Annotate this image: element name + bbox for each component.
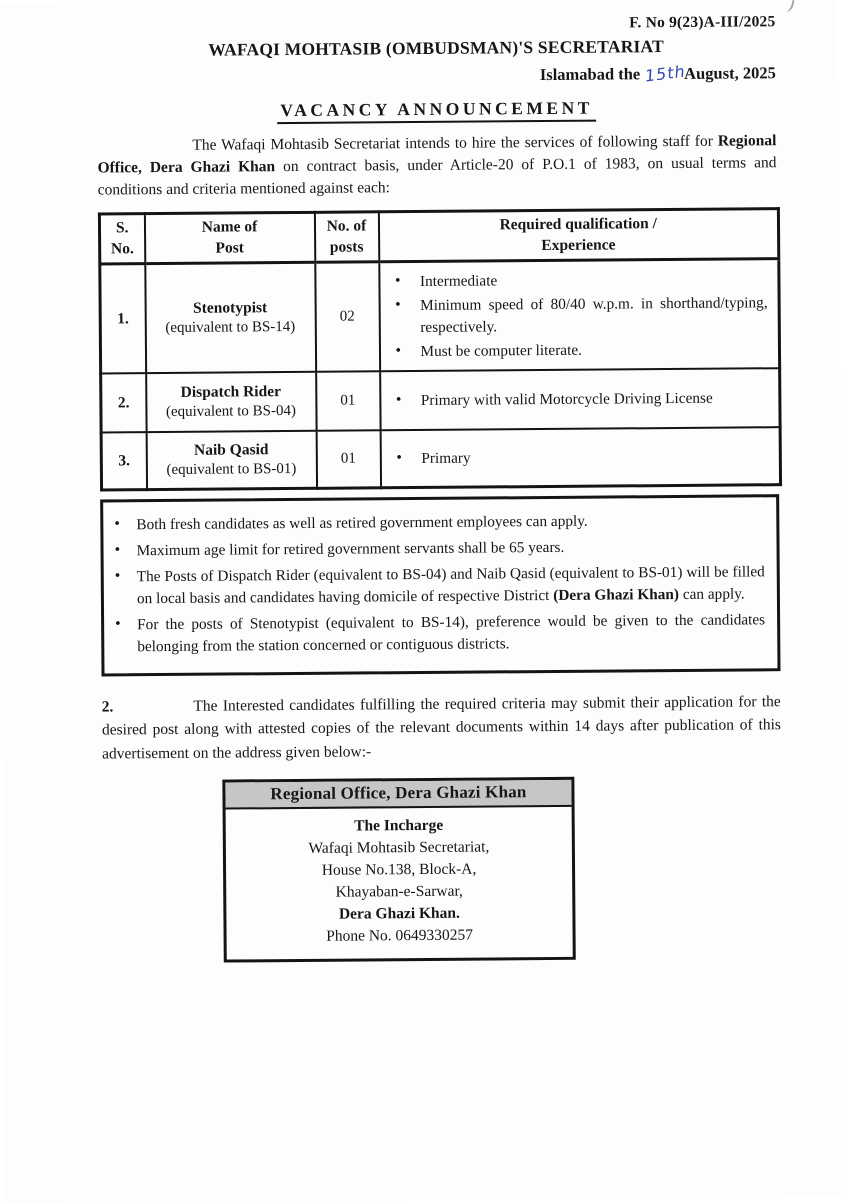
address-box-header: Regional Office, Dera Ghazi Khan: [225, 780, 571, 810]
dateline-prefix: Islamabad the: [540, 64, 645, 84]
dateline-suffix: August, 2025: [684, 63, 776, 83]
posts-count: 02: [315, 262, 380, 373]
address-line-city: Dera Ghazi Khan.: [230, 903, 568, 927]
organization-title: WAFAQI MOHTASIB (OMBUDSMAN)'S SECRETARIAT: [97, 35, 776, 61]
row-post: [146, 431, 316, 490]
table-row: [101, 369, 780, 433]
address-box: [222, 777, 575, 962]
application-paragraph: [102, 690, 782, 766]
note-item: [108, 609, 765, 658]
phone-number: Phone No. 0649330257: [231, 925, 569, 949]
post-name: Stenotypist: [148, 298, 312, 319]
header-count-line1: No. of: [317, 217, 375, 238]
post-grade: (equivalent to BS-01): [149, 460, 313, 481]
row-sno: 2.: [101, 374, 146, 433]
file-number: F. No 9(23)A-III/2025: [96, 13, 775, 36]
header-count: [314, 212, 378, 262]
note-text: can apply.: [679, 585, 745, 603]
header-count-line2: posts: [318, 237, 376, 258]
address-line-secretariat: Wafaqi Mohtasib Secretariat,: [230, 837, 568, 861]
header-post-line2: Post: [148, 237, 312, 258]
paragraph-number: 2.: [102, 698, 114, 715]
paragraph-text: The Interested candidates fulfilling the required criteria may submit their application for the desired post along with attested copies of the relevant documents within 14 days after publication of this advertisement on the address given below:-: [102, 693, 781, 762]
header-qual-line1: Required qualification /: [381, 214, 775, 237]
address-box-body: [226, 807, 573, 959]
handwritten-date: 15th: [643, 62, 686, 86]
paragraph-gap: [113, 710, 193, 711]
heading-wrap: [97, 96, 776, 125]
vacancy-table: [98, 208, 782, 492]
note-text: Both fresh candidates as well as retired government employees can apply.: [136, 513, 588, 534]
header-post: [144, 213, 314, 264]
dateline: [97, 63, 776, 88]
header-post-line1: Name of: [147, 217, 311, 238]
qualification-item: • Primary: [381, 445, 769, 469]
page-title: VACANCY ANNOUNCEMENT: [277, 98, 596, 125]
table-row: [101, 428, 780, 491]
note-item: [107, 510, 764, 537]
address-line-incharge: The Incharge: [230, 815, 568, 839]
note-text: Maximum age limit for retired government servants shall be 65 years.: [136, 539, 564, 559]
header-sno: [99, 214, 144, 264]
header-sno-line1: S.: [103, 219, 142, 239]
intro-post: on contract basis, under Article-20 of P.O.1 of 1983, on usual terms and conditions and criteria mentioned against each:: [98, 154, 777, 198]
row-sno: 3.: [101, 433, 146, 491]
table-header-row: [99, 209, 778, 264]
row-sno: 1.: [100, 263, 146, 373]
qualification-item: • Primary with valid Motorcycle Driving License: [381, 387, 769, 411]
post-grade: (equivalent to BS-04): [149, 402, 313, 423]
address-line-house: House No.138, Block-A,: [230, 859, 568, 883]
post-name: Dispatch Rider: [149, 382, 313, 403]
intro-office-name: Regional Office, Dera Ghazi Khan: [97, 132, 776, 176]
address-line-street: Khayaban-e-Sarwar,: [230, 881, 568, 905]
row-post: [145, 262, 316, 373]
post-grade: (equivalent to BS-14): [148, 318, 312, 339]
note-text: The Posts of Dispatch Rider (equivalent to BS-04) and Naib Qasid (equivalent to BS-01) will be filled on local basis and candidates having domicile of respective District: [137, 563, 765, 607]
posts-count: 01: [316, 372, 380, 432]
note-bold: (Dera Ghazi Khan): [553, 586, 679, 604]
header-qualification: [378, 209, 778, 261]
header-qual-line2: Experience: [382, 234, 776, 257]
intro-paragraph: [97, 130, 777, 202]
post-name: Naib Qasid: [149, 440, 313, 461]
notes-box: [100, 495, 780, 676]
qualification-cell: [380, 369, 780, 431]
posts-count: 01: [316, 431, 380, 489]
note-item: [108, 561, 765, 610]
row-post: [146, 372, 316, 432]
header-sno-line2: No.: [103, 239, 142, 259]
intro-pre: The Wafaqi Mohtasib Secretariat intends to hire the services of following staff for: [192, 133, 718, 154]
qualification-item: • Intermediate: [380, 268, 768, 292]
qualification-item: • Must be computer literate.: [380, 338, 768, 362]
note-text: For the posts of Stenotypist (equivalent to BS-14), preference would be given to the candidates belonging from the station concerned or contiguous districts.: [137, 611, 765, 655]
qualification-cell: [380, 428, 780, 489]
note-item: [107, 536, 764, 563]
qualification-item: • Minimum speed of 80/40 w.p.m. in shorthand/typing, respectively.: [380, 292, 768, 338]
qualification-cell: [379, 258, 780, 371]
table-row: [100, 258, 780, 373]
